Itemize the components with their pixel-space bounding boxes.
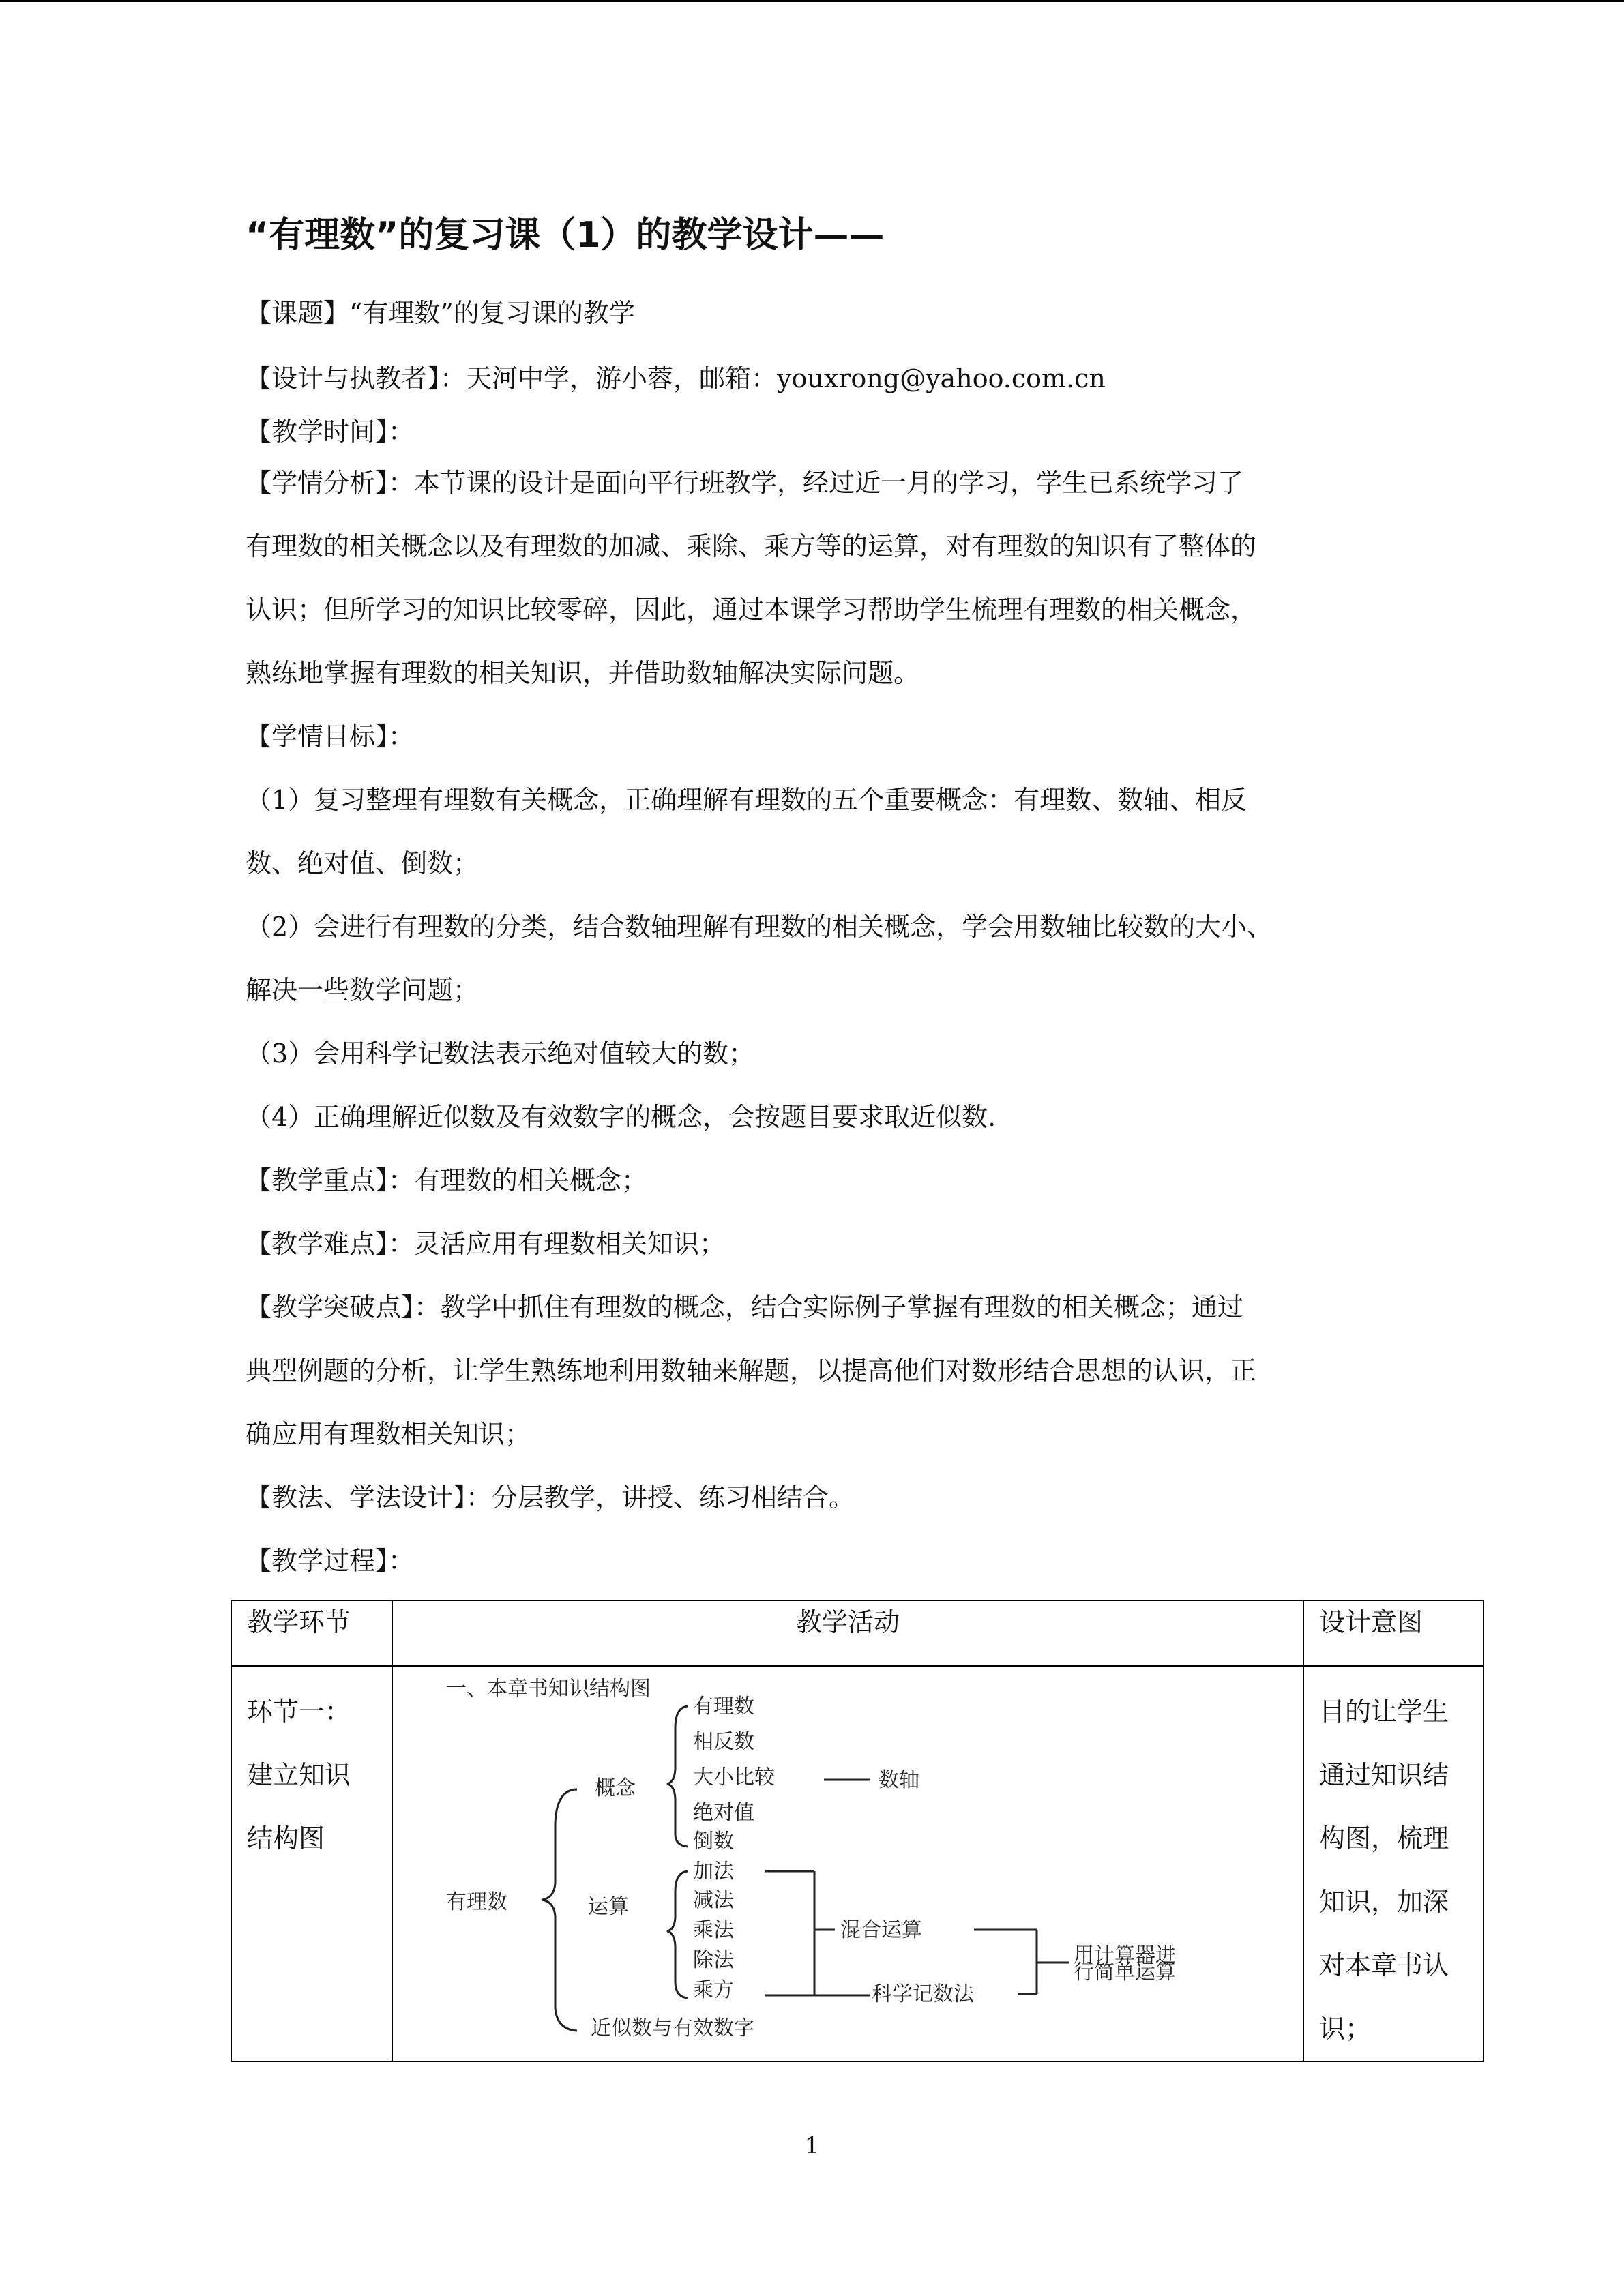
analysis-line-3: 认识；但所学习的知识比较零碎，因此，通过本课学习帮助学生梳理有理数的相关概念， [246,595,1257,625]
intent-line: 目的让学生 [1319,1697,1449,1727]
table-row [231,1666,1483,2061]
concept-brace [667,1706,688,1847]
stage-line: 环节一： [247,1697,351,1727]
operation-item: 乘法 [693,1918,734,1942]
diagram-number-axis: 数轴 [879,1768,919,1792]
process-heading: 【教学过程】： [246,1546,415,1576]
process-table [231,1600,1484,2062]
concept-item: 有理数 [693,1695,754,1718]
intent-line: 通过知识结 [1319,1760,1449,1790]
goal-1-line-2: 数、绝对值、倒数； [246,848,479,878]
intent-line: 识； [1319,2014,1372,2044]
concept-item: 大小比较 [693,1765,775,1789]
operation-item: 除法 [693,1948,734,1972]
designer-line: 【设计与执教者】：天河中学，游小蓉，邮箱：youxrong@yahoo.com.cn [246,363,1106,393]
breakthrough-line-1: 【教学突破点】：教学中抓住有理数的概念，结合实际例子掌握有理数的相关概念；通过 [246,1292,1244,1322]
intent-cell [1304,1667,1483,2061]
goal-2-line-2: 解决一些数学问题； [246,975,479,1005]
intent-line: 构图，梳理 [1319,1823,1449,1853]
operation-item: 加法 [693,1860,734,1883]
operation-item: 减法 [693,1888,734,1912]
analysis-line-1: 【学情分析】：本节课的设计是面向平行班教学，经过近一月的学习，学生已系统学习了 [246,468,1244,498]
stage-cell [232,1667,392,1870]
diagram-calc-line2: 行简单运算 [1074,1960,1176,1984]
diagram-concept: 概念 [595,1776,636,1800]
operation-item: 乘方 [693,1978,734,2002]
key-point: 【教学重点】：有理数的相关概念； [246,1165,648,1195]
method-line: 【教法、学法设计】：分层教学，讲授、练习相结合。 [246,1482,855,1512]
breakthrough-line-3: 确应用有理数相关知识； [246,1419,531,1449]
stage-line: 结构图 [247,1823,325,1853]
stage-line: 建立知识 [247,1760,351,1790]
breakthrough-line-2: 典型例题的分析，让学生熟练地利用数轴来解题，以提高他们对数形结合思想的认识，正 [246,1356,1257,1386]
analysis-line-2: 有理数的相关概念以及有理数的加减、乘除、乘方等的运算，对有理数的知识有了整体的 [246,531,1257,561]
goals-heading: 【学情目标】： [246,721,415,751]
header-activity: 教学活动 [795,1607,900,1637]
goal-3: （3）会用科学记数法表示绝对值较大的数； [246,1039,755,1069]
concept-item: 绝对值 [693,1801,754,1825]
intent-line: 知识，加深 [1319,1887,1449,1917]
diagram-operation: 运算 [588,1895,629,1919]
analysis-line-4: 熟练地掌握有理数的相关知识，并借助数轴解决实际问题。 [246,658,920,688]
top-border [0,0,1624,2]
root-brace [542,1789,577,2031]
diagram-approx: 近似数与有效数字 [591,2016,754,2040]
topic-line: 【课题】“有理数”的复习课的教学 [246,298,635,328]
diagram-root: 有理数 [446,1890,507,1914]
diagram-heading: 一、本章书知识结构图 [446,1677,651,1701]
diagram-mixed-ops: 混合运算 [840,1918,922,1942]
operation-brace [667,1871,688,1998]
intent-line: 对本章书认 [1319,1950,1449,1980]
goal-2-line-1: （2）会进行有理数的分类，结合数轴理解有理数的相关概念，学会用数轴比较数的大小、 [246,912,1273,942]
diagram-sci-notation: 科学记数法 [872,1982,974,2006]
goal-4: （4）正确理解近似数及有效数字的概念，会按题目要求取近似数. [246,1102,996,1132]
concept-item: 倒数 [693,1830,734,1853]
page-number: 1 [804,2132,820,2160]
diagram-calc-line1: 用计算器进 [1074,1943,1176,1967]
header-intent: 设计意图 [1319,1607,1423,1637]
document-title: “有理数”的复习课（1）的教学设计—— [246,215,885,256]
table-header-row [231,1600,1483,1666]
time-line: 【教学时间】： [246,417,415,447]
difficult-point: 【教学难点】：灵活应用有理数相关知识； [246,1229,726,1259]
goal-1-line-1: （1）复习整理有理数有关概念，正确理解有理数的五个重要概念：有理数、数轴、相反 [246,785,1247,815]
concept-item: 相反数 [693,1730,754,1754]
header-stage: 教学环节 [247,1607,351,1637]
knowledge-structure-diagram [393,1667,1303,2046]
